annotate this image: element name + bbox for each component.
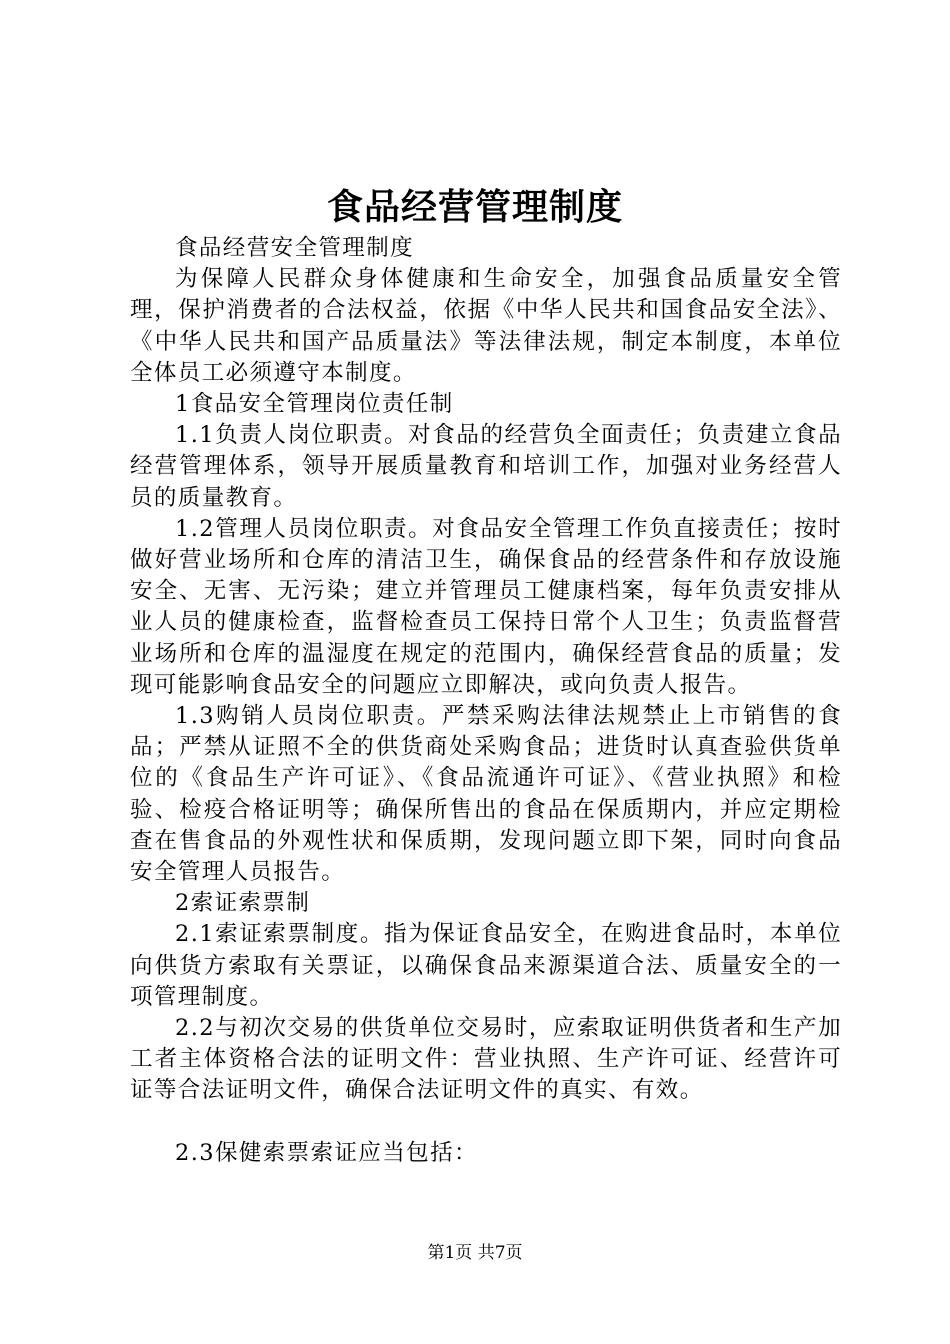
paragraph-1-3: 1.3购销人员岗位职责。严禁采购法律法规禁止上市销售的食品；严禁从证照不全的供货商处采购食品；进货时认真查验供货单位的《食品生产许可证》、《食品流通许可证》、《营业执照》和检验、检疫合格证明等；确保所售出的食品在保质期内，并应定期检查在售食品的外观性状和保质期，发现问题立即下架，同时向食品安全管理人员报告。 — [130, 703, 842, 886]
document-title: 食品经营管理制度 — [326, 186, 623, 228]
paragraph-1-1: 1.1负责人岗位职责。对食品的经营负全面责任；负责建立食品经营管理体系，领导开展质量教育和培训工作，加强对业务经营人员的质量教育。 — [130, 422, 842, 511]
paragraph-2-3: 2.3保健索票索证应当包括： — [175, 1139, 478, 1166]
section-heading-2: 2索证索票制 — [175, 890, 311, 917]
paragraph-subtitle: 食品经营安全管理制度 — [175, 235, 415, 261]
page-footer: 第1页 共7页 — [427, 1243, 523, 1263]
document-body — [130, 233, 842, 1169]
paragraph-2-1: 2.1索证索票制度。指为保证食品安全，在购进食品时，本单位向供货方索取有关票证，以确保食品来源渠道合法、质量安全的一项管理制度。 — [130, 921, 842, 1010]
paragraph-preamble: 为保障人民群众身体健康和生命安全，加强食品质量安全管理，保护消费者的合法权益，依据《中华人民共和国食品安全法》、《中华人民共和国产品质量法》等法律法规，制定本制度，本单位全体员工必须遵守本制度。 — [130, 266, 842, 386]
section-heading-1: 1食品安全管理岗位责任制 — [175, 391, 454, 418]
paragraph-1-2: 1.2管理人员岗位职责。对食品安全管理工作负直接责任；按时做好营业场所和仓库的清洁卫生，确保食品的经营条件和存放设施安全、无害、无污染；建立并管理员工健康档案，每年负责安排从业人员的健康检查，监督检查员工保持日常个人卫生；负责监督营业场所和仓库的温湿度在规定的范围内，确保经营食品的质量；发现可能影响食品安全的问题应立即解决，或向负责人报告。 — [130, 515, 842, 698]
paragraph-2-2: 2.2与初次交易的供货单位交易时，应索取证明供货者和生产加工者主体资格合法的证明文件：营业执照、生产许可证、经营许可证等合法证明文件，确保合法证明文件的真实、有效。 — [130, 1015, 842, 1104]
